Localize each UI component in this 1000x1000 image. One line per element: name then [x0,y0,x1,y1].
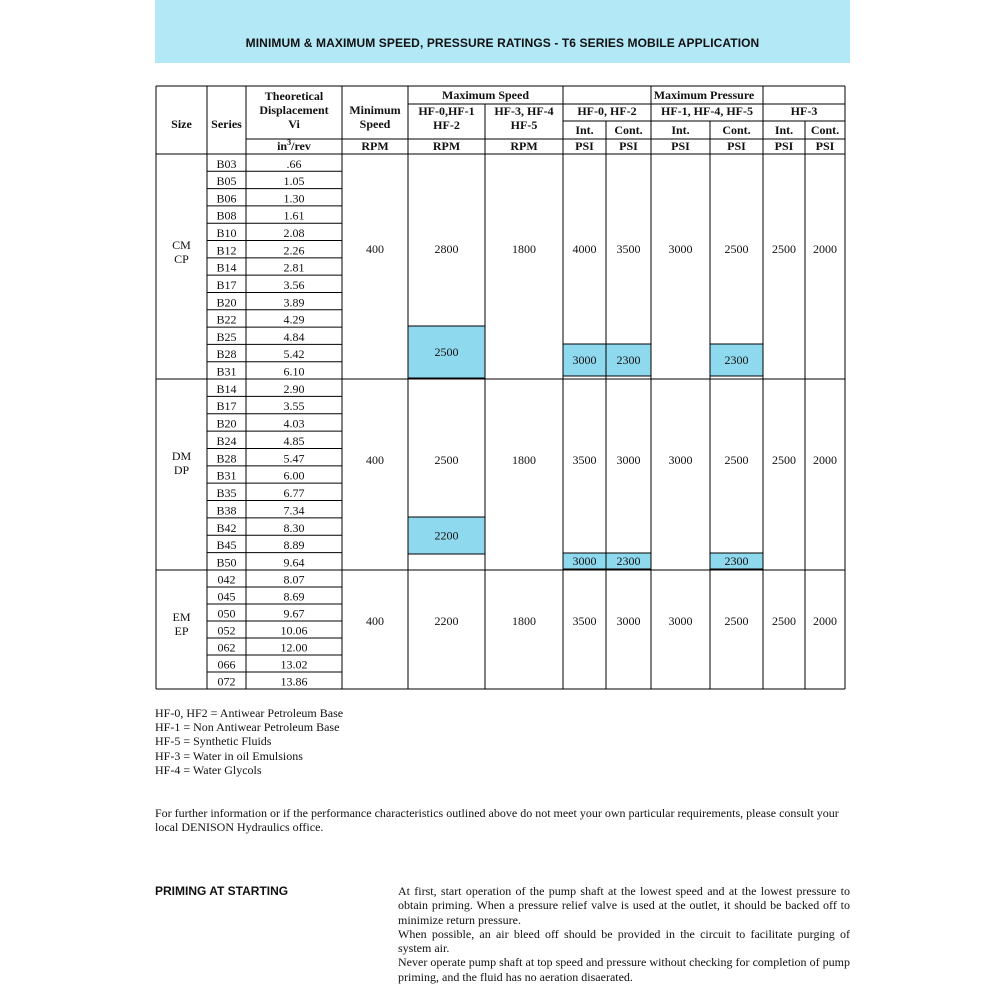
legend-item: HF-1 = Non Antiwear Petroleum Base [155,720,340,735]
max-speed-high-cell: 2500 [434,345,459,359]
displacement-cell: 12.00 [280,640,308,655]
header-max-pressure: Maximum Pressure [653,88,755,102]
displacement-cell: 9.64 [283,555,305,570]
pressure-high-cell: 2300 [724,554,749,568]
pressure-cell: 3500 [616,242,641,256]
displacement-cell: 3.89 [283,295,305,310]
displacement-cell: 1.61 [283,208,305,223]
pressure-cell: 2500 [724,453,749,467]
pressure-cell: 3500 [572,614,597,628]
series-cell: 042 [217,572,236,587]
priming-text [398,884,850,984]
header-min-speed: Speed [359,117,391,131]
series-cell: B22 [216,312,237,327]
size-cell: EM [172,610,191,624]
series-cell: B24 [216,433,237,448]
max-speed-cell: 2200 [434,614,459,628]
pressure-cell: 3500 [572,453,597,467]
info-paragraph: For further information or if the performance characteristics outlined above do not meet your own particular requirements, please consult your local DENISON Hydraulics office. [155,806,839,834]
size-cell: DP [173,463,190,477]
header-ms-col: HF-5 [510,118,538,132]
header-int-cont: Cont. [614,123,643,137]
series-cell: B17 [216,399,237,414]
min-speed-cell: 400 [366,614,384,628]
header-unit-psi: PSI [815,139,835,153]
header-displacement: Theoretical [264,89,324,103]
displacement-cell: 2.26 [283,243,305,258]
header-min-speed: Minimum [349,103,401,117]
size-cell: EP [174,624,189,638]
pressure-high-cell: 2300 [616,554,641,568]
priming-paragraph: At first, start operation of the pump shaft at the lowest speed and at the lowest pressure to obtain priming. When a pressure relief valve is used at the outlet, it should be backed off to minimize return pressure. [398,884,850,927]
header-unit-psi: PSI [774,139,794,153]
header-int-cont: Cont. [810,123,840,137]
legend-item: HF-5 = Synthetic Fluids [155,734,272,749]
displacement-cell: 4.84 [283,329,305,344]
displacement-cell: 10.06 [280,623,308,638]
max-speed-cell: 1800 [512,242,536,256]
header-size: Size [171,117,192,131]
series-cell: B35 [216,486,237,501]
series-cell: B17 [216,277,237,292]
legend-item: HF-4 = Water Glycols [155,762,262,777]
header-unit-psi: PSI [671,139,690,153]
series-cell: 052 [217,623,236,638]
displacement-cell: 6.10 [283,364,305,379]
header-unit-rpm: RPM [510,139,538,153]
pressure-cell: 2500 [724,614,749,628]
pressure-cell: 2500 [772,453,796,467]
header-displacement: Displacement [259,103,329,117]
pressure-cell: 2000 [813,453,837,467]
displacement-cell: 8.30 [283,520,305,535]
header-ms-col: HF-2 [433,118,460,132]
displacement-cell: 13.86 [280,674,308,689]
header-unit-rpm: RPM [361,139,389,153]
header-int-cont: Int. [575,123,594,137]
max-speed-cell: 2800 [434,242,459,256]
displacement-cell: 4.85 [283,433,305,448]
displacement-cell: 3.56 [283,277,305,292]
header-series: Series [211,117,242,131]
series-cell: B31 [216,468,237,483]
size-cell: CM [172,238,191,252]
displacement-cell: 1.30 [283,191,305,206]
header-displacement: Vi [288,117,300,131]
max-speed-cell: 2500 [434,453,459,467]
series-cell: B50 [216,555,237,570]
series-cell: B20 [216,416,237,431]
header-ms-col: HF-3, HF-4 [494,104,554,118]
displacement-cell: 1.05 [283,174,305,189]
series-cell: B10 [216,226,237,241]
displacement-cell: 8.89 [283,538,305,553]
pressure-cell: 3000 [616,614,641,628]
displacement-cell: 7.34 [283,503,305,518]
series-cell: 062 [217,640,236,655]
pressure-high-cell: 2300 [724,353,749,367]
series-cell: B20 [216,295,237,310]
series-cell: B31 [216,364,237,379]
displacement-cell: 13.02 [280,657,308,672]
size-cell: CP [174,252,189,266]
series-cell: B06 [216,191,237,206]
priming-paragraph: Never operate pump shaft at top speed and pressure without checking for completion of pump priming, and the fluid has no aeration disaerated. [398,955,850,984]
displacement-cell: 2.08 [283,226,305,241]
size-cell: DM [171,449,192,463]
series-cell: B05 [216,174,237,189]
fluid-legend [155,706,343,777]
header-max-speed: Maximum Speed [442,88,529,102]
series-cell: B14 [216,381,237,396]
displacement-cell: 9.67 [283,606,305,621]
series-cell: B28 [216,451,237,466]
pressure-cell: 2000 [813,614,837,628]
min-speed-cell: 400 [366,453,384,467]
legend-item: HF-0, HF2 = Antiwear Petroleum Base [155,706,344,720]
header-int-cont: Int. [671,123,690,137]
series-cell: B38 [216,503,237,518]
pressure-high-cell: 2300 [616,353,641,367]
pressure-high-cell: 3000 [572,554,597,568]
header-int-cont: Int. [774,123,794,137]
displacement-cell: .66 [286,156,302,171]
pressure-cell: 2500 [724,242,749,256]
priming-paragraph: When possible, an air bleed off should be provided in the circuit to facilitate purging of system air. [398,926,850,956]
min-speed-cell: 400 [366,242,384,256]
header-unit-displacement: $in^3$/rev [277,138,311,153]
header-mp-group: HF-3 [790,104,818,118]
series-cell: B14 [216,260,237,275]
header-mp-group: HF-1, HF-4, HF-5 [661,104,753,118]
displacement-cell: 4.03 [283,416,305,431]
header-unit-psi: PSI [727,139,746,153]
pressure-cell: 2000 [813,242,837,256]
series-cell: 050 [217,606,236,621]
displacement-cell: 2.90 [283,381,305,396]
header-unit-psi: PSI [619,139,638,153]
legend-item: HF-3 = Water in oil Emulsions [155,748,303,763]
header-unit-rpm: RPM [432,139,461,153]
series-cell: 072 [217,674,236,689]
displacement-cell: 4.29 [283,312,305,327]
series-cell: B12 [216,243,237,258]
pressure-cell: 4000 [572,242,597,256]
displacement-cell: 8.07 [283,572,305,587]
displacement-cell: 6.77 [283,486,305,501]
series-cell: B08 [216,208,237,223]
header-mp-group: HF-0, HF-2 [577,104,637,118]
header-int-cont: Cont. [722,123,751,137]
header-ms-col: HF-0,HF-1 [418,104,475,118]
series-cell: 066 [217,657,236,672]
priming-heading: PRIMING AT STARTING [155,884,289,898]
displacement-cell: 8.69 [283,589,305,604]
pressure-high-cell: 3000 [572,353,597,367]
displacement-cell: 5.47 [283,451,305,466]
displacement-cell: 3.55 [283,399,305,414]
series-cell: B03 [216,156,237,171]
series-cell: 045 [217,589,236,604]
max-speed-cell: 1800 [512,614,536,628]
pressure-cell: 2500 [772,242,796,256]
max-speed-cell: 1800 [512,453,536,467]
series-cell: B28 [216,347,237,362]
pressure-cell: 3000 [668,242,693,256]
displacement-cell: 6.00 [283,468,305,483]
pressure-cell: 3000 [668,614,693,628]
pressure-cell: 2500 [772,614,796,628]
series-cell: B42 [216,520,237,535]
pressure-cell: 3000 [668,453,693,467]
pressure-cell: 3000 [616,453,641,467]
displacement-cell: 2.81 [283,260,305,275]
series-cell: B45 [216,538,237,553]
series-cell: B25 [216,329,237,344]
max-speed-high-cell: 2200 [434,528,459,543]
displacement-cell: 5.42 [283,347,305,362]
page-title: MINIMUM & MAXIMUM SPEED, PRESSURE RATINGS - T6 SERIES MOBILE APPLICATION [245,36,760,50]
header-unit-psi: PSI [575,139,594,153]
